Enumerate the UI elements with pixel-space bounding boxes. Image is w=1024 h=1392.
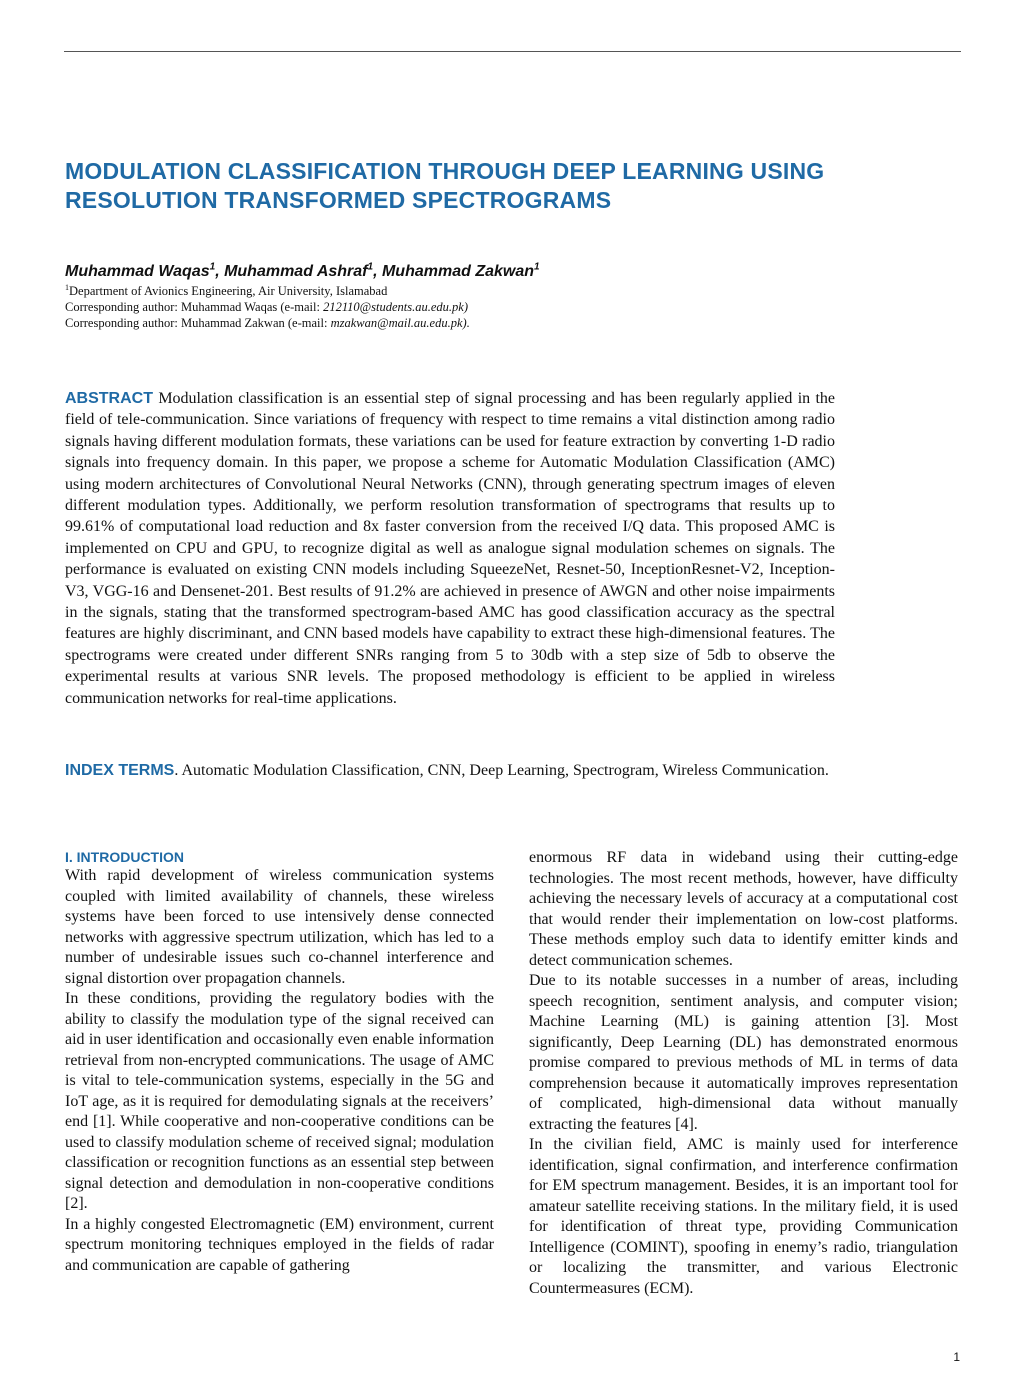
index-terms [65, 760, 835, 781]
page-number: 1 [953, 1350, 960, 1364]
corresponding-author-1-label: Corresponding author: Muhammad Waqas (e-mail: [65, 300, 324, 314]
author-2: Muhammad Ashraf [224, 263, 368, 280]
author-2-affil-mark: 1 [367, 261, 374, 273]
title-line-2: RESOLUTION TRANSFORMED SPECTROGRAMS [65, 187, 612, 213]
intro-paragraph-3: In a highly congested Electromagnetic (EM) environment, current spectrum monitoring techniques employed in the fields of radar and communication are capable of gathering [65, 1215, 494, 1274]
abstract [65, 388, 835, 709]
department: Department of Avionics Engineering, Air University, Islamabad [69, 284, 388, 298]
affiliation-mark: 1 [65, 282, 69, 292]
intro-paragraph-5: Due to its notable successes in a number of areas, including speech recognition, sentiment analysis, and computer vision; Machine Learning (ML) is gaining attention [3]. Most significantly, Deep Learning (DL) has demonstrated enormous promise compared to previous methods of ML in terms of data comprehension because it automatically improves representation of complicated, high-dimensional data without manually extracting the features [4]. [529, 972, 958, 1133]
author-separator: , [373, 263, 382, 280]
author-3-affil-mark: 1 [534, 261, 540, 273]
intro-paragraph-2: In these conditions, providing the regulatory bodies with the ability to classify the modulation type of the signal received can aid in user identification and occasionally even enable information retrieval from non-encrypted communications. The usage of AMC is vital to tele-communication systems, especially in the 5G and IoT age, as it is required for demodulating signals at the receivers’ end [1]. While cooperative and non-cooperative conditions can be used to classify modulation scheme of received signal; modulation classification or recognition functions as an essential step between signal detection and demodulation in non-cooperative conditions [2]. [65, 990, 494, 1212]
author-list [65, 262, 540, 282]
corresponding-author-2-label: Corresponding author: Muhammad Zakwan (e-mail: [65, 316, 331, 330]
intro-paragraph-6: In the civilian field, AMC is mainly used for interference identification, signal confirmation, and interference confirmation for EM spectrum management. Besides, it is an important tool for amateur satellite receiving stations. In the military field, it is used for identification of threat type, providing Communication Intelligence (COMINT), spoofing in enemy’s radio, triangulation or localizing the transmitter, and various Electronic Countermeasures (ECM). [529, 1136, 958, 1297]
affiliation-line [65, 283, 665, 299]
author-1-affil-mark: 1 [209, 261, 216, 273]
corresponding-author-1 [65, 299, 665, 315]
index-terms-text: . Automatic Modulation Classification, CNN, Deep Learning, Spectrogram, Wireless Communication. [174, 762, 829, 779]
author-separator: , [215, 263, 225, 280]
right-column [529, 848, 958, 1299]
paper-title [65, 157, 945, 215]
index-terms-label: INDEX TERMS [65, 762, 175, 779]
header-rule [64, 51, 961, 52]
left-column [65, 848, 494, 1276]
abstract-label: ABSTRACT [65, 390, 153, 407]
intro-paragraph-1: With rapid development of wireless communication systems coupled with limited availability of channels, these wireless systems have been forced to use intensively dense connected networks with aggressive spectrum utilization, which has led to a number of undesirable issues such co-channel interference and signal distortion over propagation channels. [65, 867, 494, 987]
abstract-text: Modulation classification is an essential step of signal processing and has been regularly applied in the field of tele-communication. Since variations of frequency with respect to time remains a vital distinction among radio signals having different modulation formats, these variations can be used for feature extraction by converting 1-D radio signals into frequency domain. In this paper, we propose a scheme for Automatic Modulation Classification (AMC) using modern architectures of Convolutional Neural Networks (CNN), through generating spectrum images of eleven different modulation types. Additionally, we perform resolution transformation of spectrograms that results up to 99.61% of computational load reduction and 8x faster conversion from the received I/Q data. This proposed AMC is implemented on CPU and GPU, to recognize digital as well as analogue signal modulation schemes on signals. The performance is evaluated on existing CNN models including SqueezeNet, Resnet-50, InceptionResnet-V2, Inception-V3, VGG-16 and Densenet-201. Best results of 91.2% are achieved in presence of AWGN and other noise impairments in the signals, stating that the transformed spectrogram-based AMC has good classification accuracy as the spectral features are highly discriminant, and CNN based models have capability to extract these high-dimensional features. The spectrograms were created under different SNRs ranging from 5 to 30db with a step size of 5db to observe the experimental results at various SNR levels. The proposed methodology is efficient to be applied in wireless communication networks for real-time applications. [65, 390, 836, 707]
intro-paragraph-4: enormous RF data in wideband using their cutting-edge technologies. The most recent methods, however, have difficulty achieving the necessary levels of accuracy at a computational cost that would render their implementation on low-cost platforms. These methods employ such data to identify emitter kinds and detect communication schemes. [529, 849, 958, 969]
email-link-1[interactable]: 212110@students.au.edu.pk) [323, 300, 469, 314]
title-line-1: MODULATION CLASSIFICATION THROUGH DEEP LEARNING USING [65, 158, 825, 184]
affiliation-block [65, 283, 665, 331]
author-1: Muhammad Waqas [65, 263, 210, 280]
corresponding-author-2 [65, 315, 665, 331]
author-3: Muhammad Zakwan [381, 263, 534, 280]
section-heading-introduction: I. INTRODUCTION [65, 849, 184, 865]
email-link-2[interactable]: mzakwan@mail.au.edu.pk). [330, 316, 470, 330]
